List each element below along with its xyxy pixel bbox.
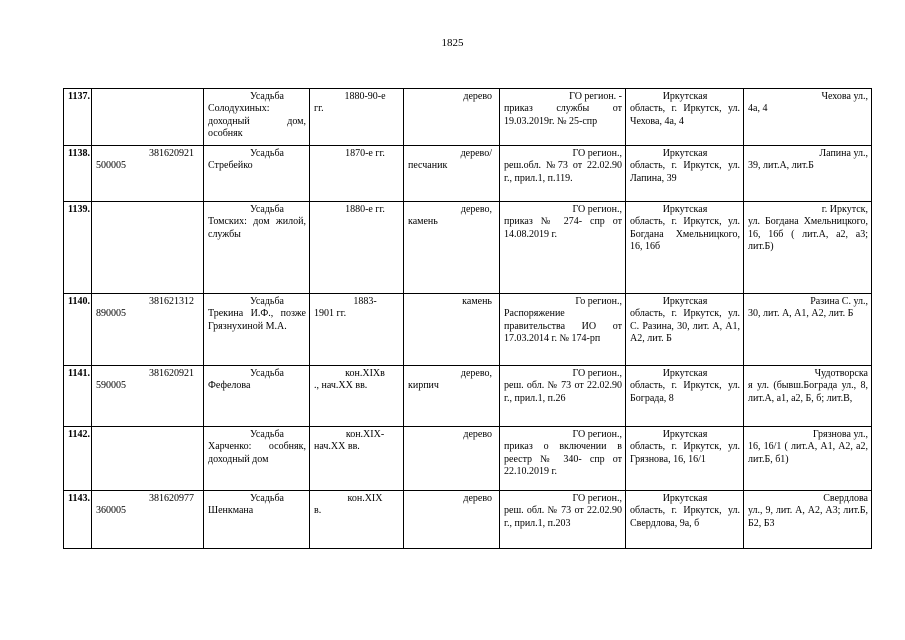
table-body	[64, 89, 872, 549]
loc1-text: Иркутская	[662, 493, 708, 504]
object-name	[204, 427, 310, 491]
object-address	[744, 427, 872, 491]
protection-document	[500, 491, 626, 549]
object-location	[626, 366, 744, 427]
addr-rest-text: 4а, 4	[748, 103, 768, 115]
object-date	[310, 89, 404, 146]
addr-rest-text: я ул. (бывш.Бограда ул., 8, лит.А, а1, а2, Б, б; лит.В,	[748, 380, 868, 404]
object-date	[310, 427, 404, 491]
table-row	[64, 491, 872, 549]
name1-text: Усадьба	[249, 148, 284, 159]
doc1-text: ГО регион.,	[572, 493, 622, 504]
object-name	[204, 366, 310, 427]
num-text: 1137.	[68, 91, 90, 102]
object-date	[310, 491, 404, 549]
name-rest-text: Томских: дом жилой, службы	[208, 216, 306, 240]
name1-text: Усадьба	[249, 429, 284, 440]
registry-code	[92, 89, 204, 146]
num-text: 1141.	[68, 368, 90, 379]
name1-text: Усадьба	[249, 368, 284, 379]
entry-number	[64, 294, 92, 366]
protection-document	[500, 427, 626, 491]
entry-number	[64, 427, 92, 491]
addr1-text: Чудотворска	[814, 368, 868, 379]
material1-text: дерево	[463, 429, 492, 440]
registry-code	[92, 491, 204, 549]
num-text: 1142.	[68, 429, 90, 440]
object-material	[404, 294, 500, 366]
object-material	[404, 427, 500, 491]
doc-rest-text: реш.обл. №73 от 22.02.90 г., прил.1, п.119.	[504, 160, 622, 184]
name-rest-text: Фефелова	[208, 380, 251, 392]
page-number: 1825	[441, 37, 464, 49]
object-location	[626, 491, 744, 549]
table-row	[64, 427, 872, 491]
object-address	[744, 202, 872, 294]
loc-rest-text: область, г. Иркутск, ул. Богдана Хмельницкого, 16, 16б	[630, 216, 740, 253]
doc-rest-text: приказ службы от 19.03.2019г. № 25-спр	[504, 103, 622, 127]
registry-code	[92, 202, 204, 294]
code2-text: 890005	[96, 308, 126, 320]
entry-number	[64, 146, 92, 202]
code1-text: 381621312	[149, 296, 194, 307]
loc1-text: Иркутская	[662, 204, 708, 215]
table-row	[64, 202, 872, 294]
heritage-registry-table	[63, 88, 872, 549]
code1-text: 381620921	[149, 368, 194, 379]
num-text: 1139.	[68, 204, 90, 215]
name1-text: Усадьба	[249, 296, 284, 307]
doc1-text: ГО регион.,	[572, 429, 622, 440]
addr-rest-text: 16, 16/1 ( лит.А, А1, А2, а2, лит.Б, б1)	[748, 441, 868, 465]
loc1-text: Иркутская	[662, 368, 708, 379]
date2-text: ., нач.XX вв.	[314, 380, 368, 392]
table-row	[64, 89, 872, 146]
object-name	[204, 146, 310, 202]
object-date	[310, 366, 404, 427]
registry-code	[92, 366, 204, 427]
object-address	[744, 294, 872, 366]
doc1-text: ГО регион.,	[572, 148, 622, 159]
date2-text: гг.	[314, 103, 324, 115]
loc-rest-text: область, г. Иркутск, ул. С. Разина, 30, лит. А, А1, А2, лит. Б	[630, 308, 740, 345]
date2-text: в.	[314, 505, 322, 517]
table-row	[64, 366, 872, 427]
loc-rest-text: область, г. Иркутск, ул. Лапина, 39	[630, 160, 740, 184]
doc-rest-text: приказ о включении в реестр № 340- спр от 22.10.2019 г.	[504, 441, 622, 478]
date1-text: 1880-90-е	[344, 91, 386, 102]
protection-document	[500, 202, 626, 294]
addr-rest-text: 30, лит. А, А1, А2, лит. Б	[748, 308, 854, 320]
protection-document	[500, 294, 626, 366]
entry-number	[64, 491, 92, 549]
table-row	[64, 294, 872, 366]
name-rest-text: Харченко: особняк, доходный дом	[208, 441, 306, 465]
material1-text: дерево,	[460, 368, 492, 379]
protection-document	[500, 89, 626, 146]
object-name	[204, 89, 310, 146]
material1-text: камень	[462, 296, 492, 307]
material1-text: дерево,	[460, 204, 492, 215]
addr1-text: г. Иркутск,	[821, 204, 868, 215]
object-material	[404, 491, 500, 549]
loc-rest-text: область, г. Иркутск, ул. Грязнова, 16, 16/1	[630, 441, 740, 465]
registry-code	[92, 427, 204, 491]
object-material	[404, 366, 500, 427]
object-name	[204, 491, 310, 549]
date1-text: 1880-е гг.	[345, 204, 385, 215]
date1-text: кон.XIX	[347, 493, 383, 504]
doc-rest-text: реш. обл. № 73 от 22.02.90 г., прил.1, п.26	[504, 380, 622, 404]
name-rest-text: Трекина И.Ф., позже Грязнухиной М.А.	[208, 308, 306, 332]
doc1-text: ГО регион. -	[569, 91, 622, 102]
code1-text: 381620921	[149, 148, 194, 159]
name-rest-text: Стребейко	[208, 160, 253, 172]
object-location	[626, 427, 744, 491]
object-material	[404, 146, 500, 202]
material2-text: кирпич	[408, 380, 439, 392]
material1-text: дерево	[463, 91, 492, 102]
object-name	[204, 202, 310, 294]
loc-rest-text: область, г. Иркутск, ул. Свердлова, 9а, б	[630, 505, 740, 529]
num-text: 1138.	[68, 148, 90, 159]
addr-rest-text: ул. Богдана Хмельницкого, 16, 16б ( лит.А, а2, а3; лит.Б)	[748, 216, 868, 253]
protection-document	[500, 146, 626, 202]
material2-text: песчаник	[408, 160, 448, 172]
object-location	[626, 202, 744, 294]
table-row	[64, 146, 872, 202]
object-address	[744, 89, 872, 146]
material2-text: камень	[408, 216, 438, 228]
loc1-text: Иркутская	[662, 91, 708, 102]
object-address	[744, 491, 872, 549]
object-date	[310, 294, 404, 366]
entry-number	[64, 366, 92, 427]
loc1-text: Иркутская	[662, 429, 708, 440]
date2-text: 1901 гг.	[314, 308, 347, 320]
loc1-text: Иркутская	[662, 148, 708, 159]
doc1-text: Го регион.,	[575, 296, 622, 307]
addr1-text: Грязнова ул.,	[812, 429, 868, 440]
object-location	[626, 294, 744, 366]
object-address	[744, 146, 872, 202]
name-rest-text: Солодухиных: доходный дом, особняк	[208, 103, 306, 140]
doc1-text: ГО регион.,	[572, 368, 622, 379]
num-text: 1140.	[68, 296, 90, 307]
code2-text: 500005	[96, 160, 126, 172]
doc-rest-text: Распоряжение правительства ИО от 17.03.2014 г. № 174-рп	[504, 308, 622, 345]
object-name	[204, 294, 310, 366]
object-location	[626, 89, 744, 146]
registry-code	[92, 146, 204, 202]
entry-number	[64, 89, 92, 146]
addr1-text: Свердлова	[823, 493, 868, 504]
addr-rest-text: ул., 9, лит. А, А2, А3; лит.Б, Б2, Б3	[748, 505, 868, 529]
date1-text: кон.XIX-	[345, 429, 385, 440]
loc-rest-text: область, г. Иркутск, ул. Чехова, 4а, 4	[630, 103, 740, 127]
date1-text: 1883-	[353, 296, 377, 307]
loc-rest-text: область, г. Иркутск, ул. Бограда, 8	[630, 380, 740, 404]
doc-rest-text: приказ № 274- спр от 14.08.2019 г.	[504, 216, 622, 240]
date2-text: нач.XX вв.	[314, 441, 360, 453]
entry-number	[64, 202, 92, 294]
code2-text: 360005	[96, 505, 126, 517]
code1-text: 381620977	[149, 493, 194, 504]
name1-text: Усадьба	[249, 493, 284, 504]
material1-text: дерево	[463, 493, 492, 504]
name1-text: Усадьба	[249, 91, 284, 102]
doc1-text: ГО регион.,	[572, 204, 622, 215]
addr1-text: Лапина ул.,	[819, 148, 868, 159]
addr1-text: Чехова ул.,	[821, 91, 868, 102]
date1-text: кон.XIXв	[345, 368, 385, 379]
name-rest-text: Шенкмана	[208, 505, 254, 517]
material1-text: дерево/	[460, 148, 492, 159]
name1-text: Усадьба	[249, 204, 284, 215]
object-material	[404, 89, 500, 146]
object-material	[404, 202, 500, 294]
object-location	[626, 146, 744, 202]
object-date	[310, 202, 404, 294]
registry-code	[92, 294, 204, 366]
doc-rest-text: реш. обл. № 73 от 22.02.90 г., прил.1, п.203	[504, 505, 622, 529]
object-address	[744, 366, 872, 427]
addr-rest-text: 39, лит.А, лит.Б	[748, 160, 814, 172]
loc1-text: Иркутская	[662, 296, 708, 307]
code2-text: 590005	[96, 380, 126, 392]
protection-document	[500, 366, 626, 427]
object-date	[310, 146, 404, 202]
num-text: 1143.	[68, 493, 90, 504]
addr1-text: Разина С. ул.,	[810, 296, 868, 307]
date1-text: 1870-е гг.	[345, 148, 385, 159]
